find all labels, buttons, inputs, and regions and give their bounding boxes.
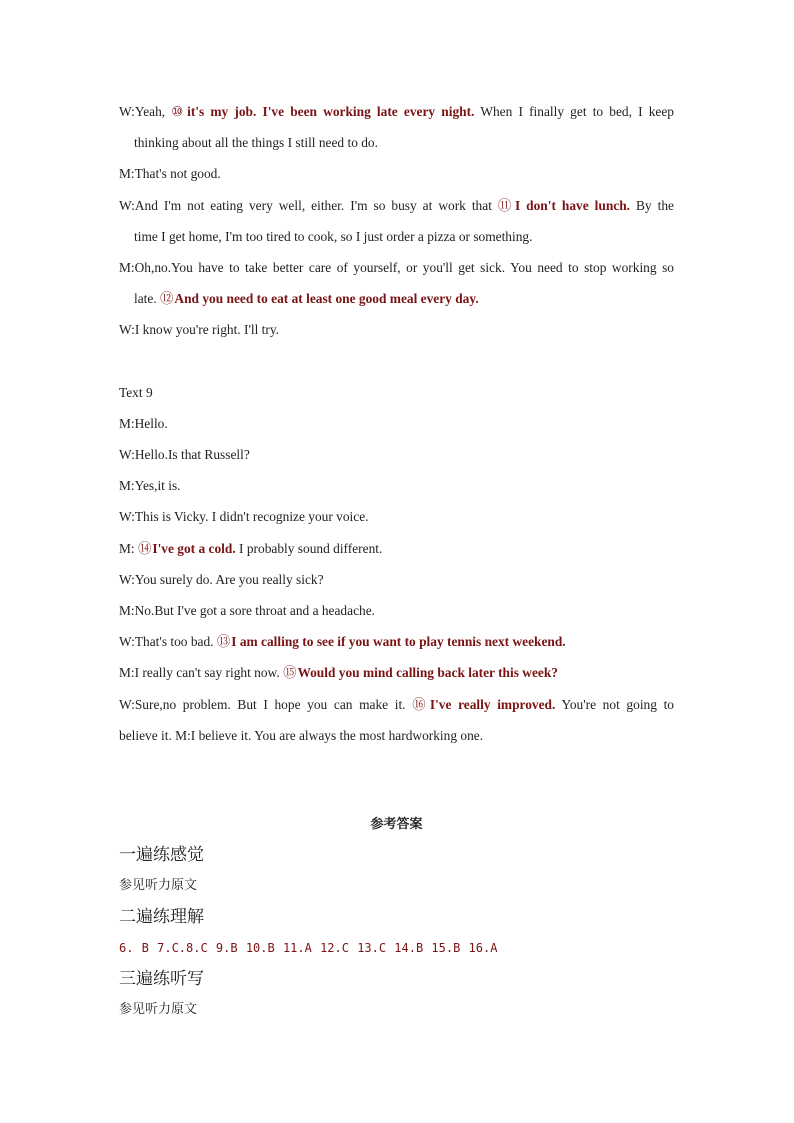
- spacer: [119, 346, 674, 377]
- highlighted-answer: I am calling to see if you want to play tennis next weekend.: [231, 634, 566, 650]
- dialog1-line-2: thinking about all the things I still need to do.: [134, 135, 378, 151]
- section2-answers: 6. B 7.C.8.C 9.B 10.B 11.A 12.C 13.C 14.B 15.B 16.A: [119, 941, 498, 956]
- question-number-marker: ⑭: [137, 540, 152, 556]
- section1-heading: 一遍练感觉: [119, 845, 204, 866]
- section3-heading: 三遍练听写: [119, 969, 204, 990]
- question-number-marker: ⑫: [160, 291, 174, 307]
- dialog1-line-7: late. ⑫And you need to eat at least one good meal every day.: [134, 291, 479, 307]
- text9-title: Text 9: [119, 384, 153, 400]
- question-number-marker: ⑮: [283, 665, 297, 681]
- dialog2-line-9: M:I really can't say right now. ⑮Would you mind calling back later this week?: [119, 665, 558, 681]
- question-number-marker: ⑪: [497, 197, 514, 213]
- question-number-marker: ⑬: [216, 634, 231, 650]
- dialog2-line-2: W:Hello.Is that Russell?: [119, 447, 250, 463]
- section3-text: 参见听力原文: [119, 1002, 198, 1018]
- dialog2-line-11: believe it. M:I believe it. You are always the most hardworking one.: [119, 727, 484, 743]
- dialog1-line-3: M:That's not good.: [119, 166, 221, 182]
- section2-heading: 二遍练理解: [119, 907, 204, 928]
- document-page: [119, 96, 674, 1026]
- question-number-marker: ⑯: [412, 696, 429, 712]
- spacer: [119, 751, 674, 809]
- dialog2-line-1: M:Hello.: [119, 415, 168, 431]
- dialog2-line-5: M: ⑭I've got a cold. I probably sound different.: [119, 540, 383, 556]
- dialog2-line-7: M:No.But I've got a sore throat and a headache.: [119, 603, 376, 619]
- section1-text: 参见听力原文: [119, 878, 198, 894]
- highlighted-answer: And you need to eat at least one good meal every day.: [174, 291, 479, 307]
- dialog1-line-4: W:And I'm not eating very well, either. I'm so busy at work that ⑪I don't have lunch. By the: [119, 197, 674, 213]
- highlighted-answer: I don't have lunch.: [514, 197, 631, 213]
- highlighted-answer: I've really improved.: [429, 696, 556, 712]
- dialog1-line-5: time I get home, I'm too tired to cook, so I just order a pizza or something.: [134, 228, 533, 244]
- dialog2-line-6: W:You surely do. Are you really sick?: [119, 571, 324, 587]
- dialog2-line-10: W:Sure,no problem. But I hope you can make it. ⑯I've really improved. You're not going to: [119, 696, 674, 712]
- dialog2-line-4: W:This is Vicky. I didn't recognize your voice.: [119, 509, 369, 525]
- dialog1-line-6: M:Oh,no.You have to take better care of yourself, or you'll get sick. You need to stop working so: [119, 260, 674, 276]
- dialog1-line-1: W:Yeah, ⑩it's my job. I've been working late every night. When I finally get to bed, I keep: [119, 104, 674, 119]
- dialog2-line-3: M:Yes,it is.: [119, 478, 181, 494]
- dialog2-line-8: W:That's too bad. ⑬I am calling to see if you want to play tennis next weekend.: [119, 634, 566, 650]
- answer-title: 参考答案: [370, 817, 423, 833]
- question-number-marker: ⑩: [171, 104, 187, 119]
- highlighted-answer: it's my job. I've been working late every night.: [187, 104, 475, 119]
- highlighted-answer: Would you mind calling back later this week?: [297, 665, 558, 681]
- dialog1-line-8: W:I know you're right. I'll try.: [119, 322, 280, 338]
- highlighted-answer: I've got a cold.: [152, 540, 236, 556]
